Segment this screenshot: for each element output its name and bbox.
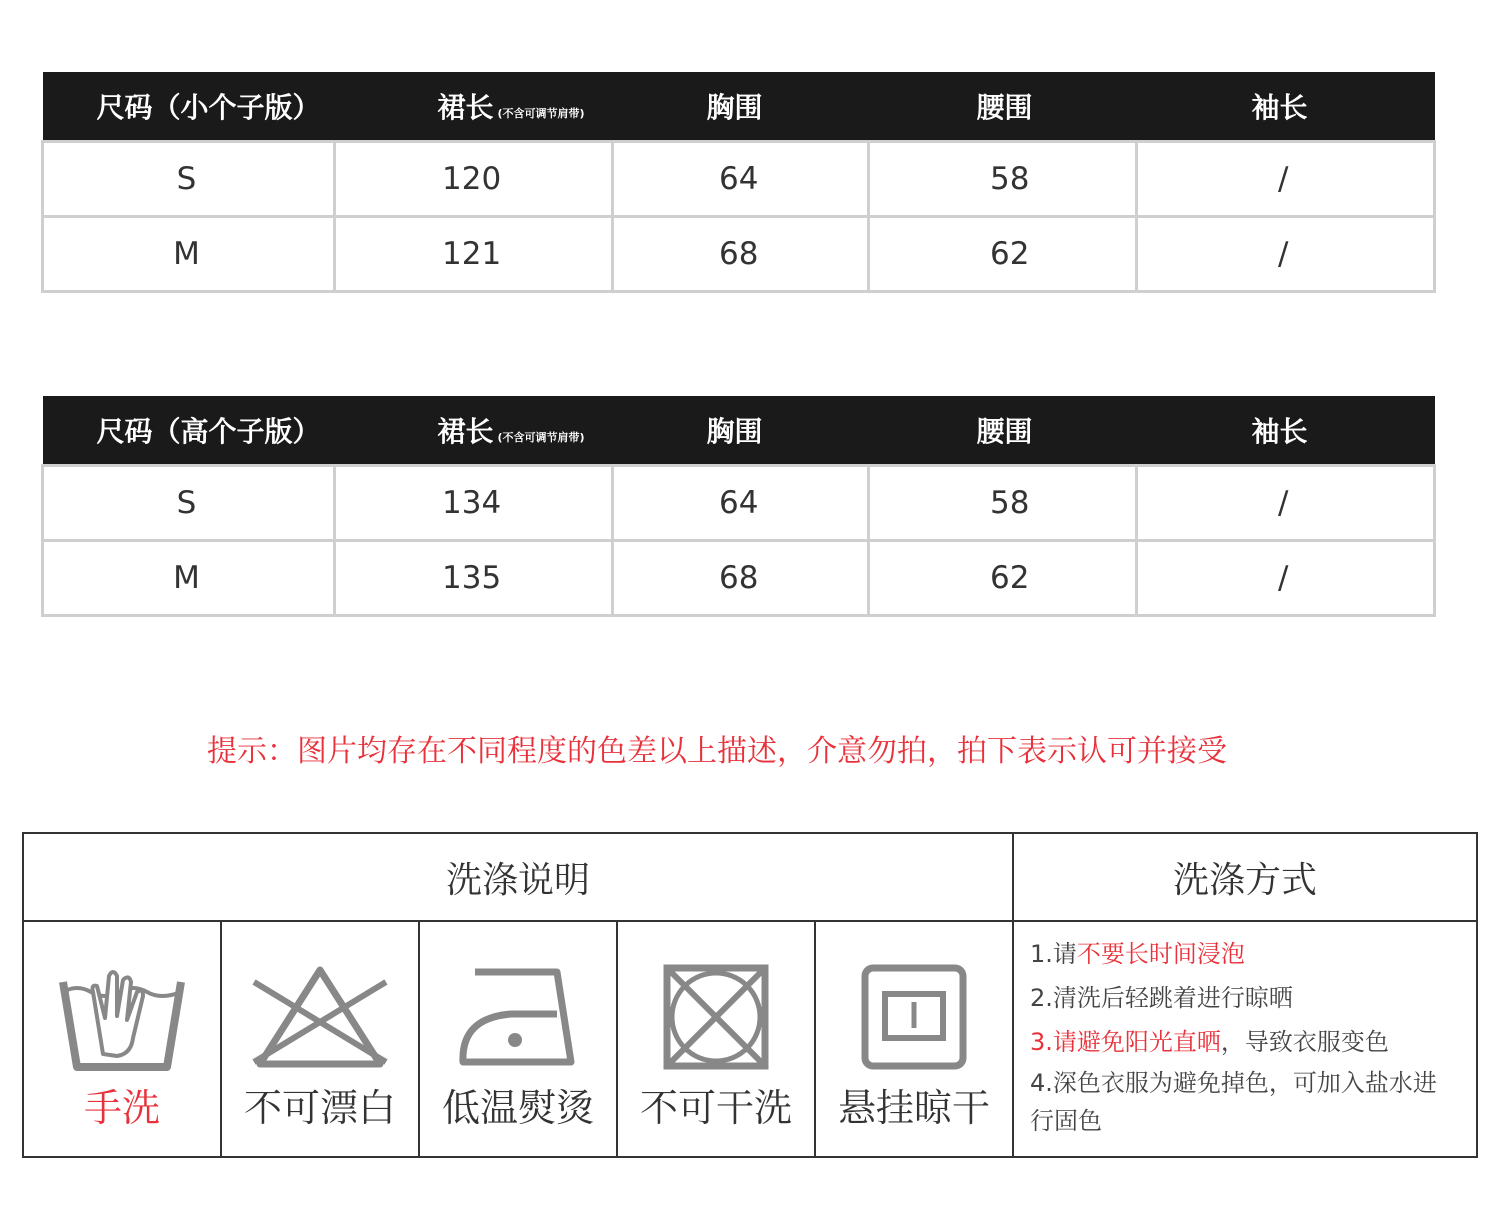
header-size: 尺码（小个子版） [43, 72, 335, 142]
wash-method-title: 洗涤方式 [1013, 833, 1477, 921]
no-dry-clean-label: 不可干洗 [639, 1086, 792, 1130]
no-dry-clean-icon [661, 962, 771, 1072]
header-sleeve: 袖长 [1137, 72, 1435, 142]
table-row [43, 217, 1435, 292]
length-note: (不含可调节肩带) [497, 107, 585, 120]
cell-length: 134 [335, 466, 613, 541]
header-length: 裙长 (不含可调节肩带) [335, 72, 613, 142]
cell-chest: 68 [613, 541, 869, 616]
wash-instructions-title: 洗涤说明 [23, 833, 1013, 921]
method-item: 3.请避免阳光直晒，导致衣服变色 [1030, 1028, 1389, 1056]
method-item: 2.清洗后轻跳着进行晾晒 [1030, 984, 1293, 1012]
cell-chest: 68 [613, 217, 869, 292]
wash-method-list [1013, 921, 1477, 1157]
cell-waist: 58 [869, 466, 1137, 541]
cell-waist: 62 [869, 217, 1137, 292]
hand-wash-cell [23, 921, 221, 1157]
low-iron-label: 低温熨烫 [441, 1086, 594, 1130]
table-row [43, 466, 1435, 541]
hand-wash-label: 手洗 [83, 1086, 160, 1130]
cell-waist: 62 [869, 541, 1137, 616]
method-item: 1.请不要长时间浸泡 [1030, 940, 1245, 968]
cell-size: M [43, 541, 335, 616]
hand-wash-icon [57, 962, 187, 1082]
no-bleach-label: 不可漂白 [243, 1086, 396, 1130]
no-bleach-icon [250, 962, 390, 1072]
cell-length: 135 [335, 541, 613, 616]
cell-length: 120 [335, 142, 613, 217]
color-difference-notice: 提示：图片均存在不同程度的色差以上描述，介意勿拍，拍下表示认可并接受 [207, 734, 1227, 769]
size-table-header [43, 396, 1435, 466]
cell-size: S [43, 466, 335, 541]
size-table-petite [41, 72, 1436, 293]
header-length: 裙长 (不含可调节肩带) [335, 396, 613, 466]
hang-dry-icon [859, 962, 969, 1072]
table-row [43, 142, 1435, 217]
cell-sleeve: / [1137, 541, 1435, 616]
header-chest: 胸围 [613, 396, 869, 466]
cell-chest: 64 [613, 466, 869, 541]
header-chest: 胸围 [613, 72, 869, 142]
hang-dry-label: 悬挂晾干 [837, 1086, 990, 1130]
table-row [43, 541, 1435, 616]
low-iron-cell [419, 921, 617, 1157]
method-item: 4.深色衣服为避免掉色，可加入盐水进行固色 [1030, 1069, 1437, 1135]
header-sleeve: 袖长 [1137, 396, 1435, 466]
cell-chest: 64 [613, 142, 869, 217]
cell-sleeve: / [1137, 142, 1435, 217]
header-size: 尺码（高个子版） [43, 396, 335, 466]
cell-waist: 58 [869, 142, 1137, 217]
length-note: (不含可调节肩带) [497, 431, 585, 444]
cell-size: M [43, 217, 335, 292]
cell-sleeve: / [1137, 217, 1435, 292]
cell-size: S [43, 142, 335, 217]
hang-dry-cell [815, 921, 1013, 1157]
no-dry-clean-cell [617, 921, 815, 1157]
cell-length: 121 [335, 217, 613, 292]
cell-sleeve: / [1137, 466, 1435, 541]
low-iron-icon [453, 962, 583, 1072]
size-table-tall [41, 396, 1436, 617]
no-bleach-cell [221, 921, 419, 1157]
header-waist: 腰围 [869, 396, 1137, 466]
size-table-header [43, 72, 1435, 142]
header-waist: 腰围 [869, 72, 1137, 142]
wash-care-table [22, 832, 1478, 1158]
